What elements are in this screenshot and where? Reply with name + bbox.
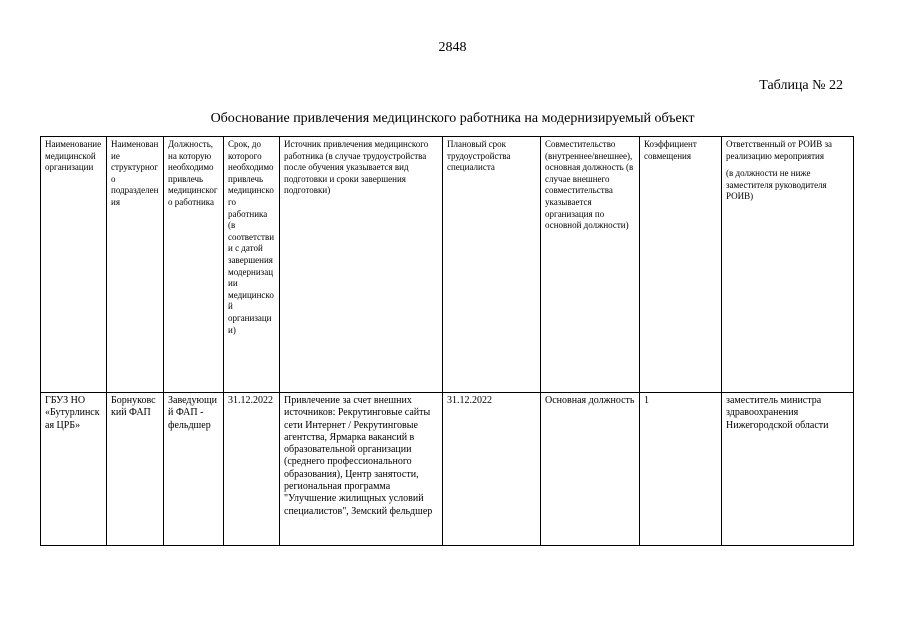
cell-unit: Борнуковский ФАП	[107, 393, 164, 546]
column-header-combination: Совместительство (внутреннее/внешнее), основная должность (в случае внешнего совместительства указывается организация по основной должности)	[541, 137, 640, 393]
column-header-source: Источник привлечения медицинского работника (в случае трудоустройства после обучения указывается вид подготовки и сроки завершения подготовки)	[280, 137, 443, 393]
responsible-header-label: Ответственный от РОИВ за реализацию мероприятия	[726, 139, 833, 161]
column-header-coefficient: Коэффициент совмещения	[640, 137, 722, 393]
table-row	[41, 393, 854, 546]
cell-deadline: 31.12.2022	[224, 393, 280, 546]
column-header-unit: Наименование структурного подразделения	[107, 137, 164, 393]
column-header-responsible	[722, 137, 854, 393]
cell-position: Заведующий ФАП - фельдшер	[164, 393, 224, 546]
justification-table	[40, 136, 854, 546]
cell-organization: ГБУЗ НО «Бутурлинская ЦРБ»	[41, 393, 107, 546]
cell-source: Привлечение за счет внешних источников: Рекрутинговые сайты сети Интернет / Рекрутинговые агентства, Ярмарка вакансий в образовательной организации (среднего профессионального образования), Центр занятости, региональная программа "Улучшение жилищных условий специалистов", Земский фельдшер	[280, 393, 443, 546]
cell-planned-date: 31.12.2022	[443, 393, 541, 546]
table-label: Таблица № 22	[759, 78, 843, 93]
cell-responsible: заместитель министра здравоохранения Нижегородской области	[722, 393, 854, 546]
document-title: Обоснование привлечения медицинского работника на модернизируемый объект	[210, 111, 695, 126]
column-header-organization: Наименование медицинской организации	[41, 137, 107, 393]
column-header-position: Должность, на которую необходимо привлечь медицинского работника	[164, 137, 224, 393]
table-header-row	[41, 137, 854, 393]
page-number: 2848	[438, 40, 467, 55]
responsible-header-note: (в должности не ниже заместителя руководителя РОИВ)	[726, 168, 827, 202]
column-header-planned-date: Плановый срок трудоустройства специалиста	[443, 137, 541, 393]
column-header-deadline: Срок, до которого необходимо привлечь медицинского работника (в соответствии с датой завершения модернизации медицинской организации)	[224, 137, 280, 393]
cell-coefficient: 1	[640, 393, 722, 546]
cell-combination: Основная должность	[541, 393, 640, 546]
